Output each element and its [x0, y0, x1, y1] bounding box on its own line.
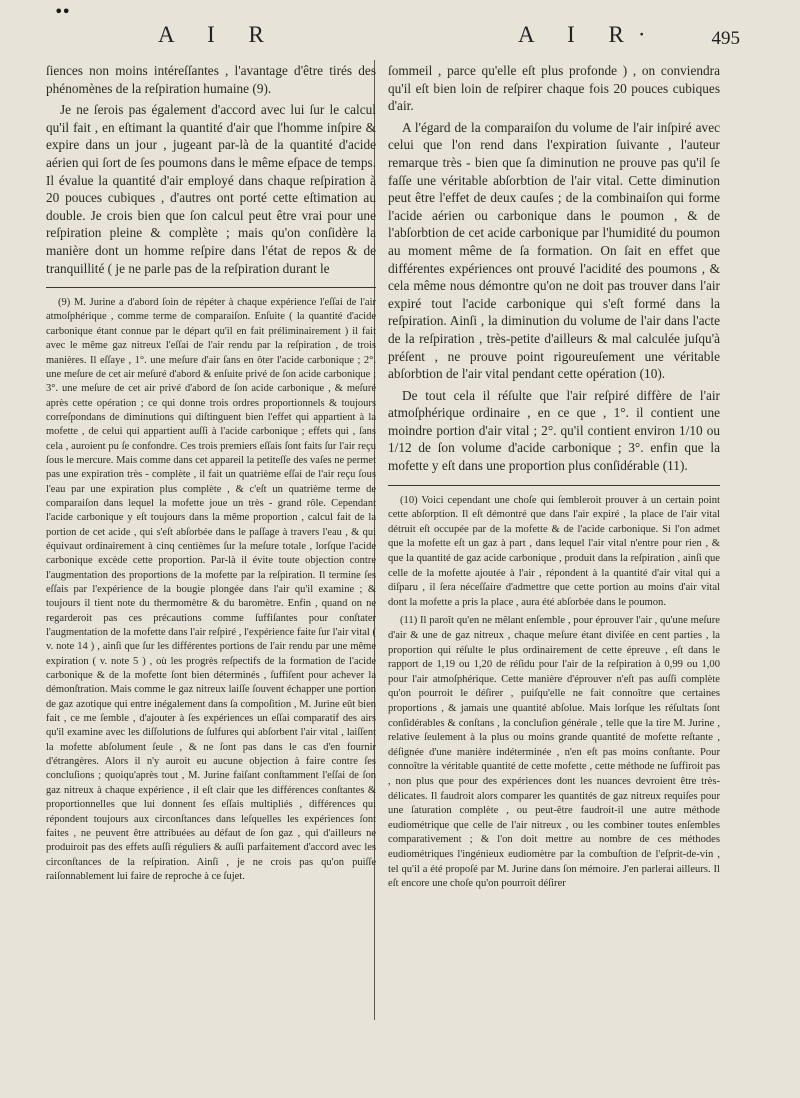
left-footnotes	[46, 296, 376, 884]
running-head-left: A I R	[158, 22, 278, 47]
running-head-right: A I R·	[518, 22, 660, 47]
body-paragraph: De tout cela il réſulte que l'air reſpiré diffère de l'air atmoſphérique ordinaire , en ce que , 1°. il contient une moindre portion d'air vital ; 2°. qu'il contient environ 1/10 ou 1/12 de ſon volume d'acide carbonique ; 3°. enfin que la mofette y eſt dans une proportion plus conſidérable (11).	[388, 387, 720, 474]
corner-mark: ••	[54, 2, 69, 21]
left-body-text	[46, 62, 376, 277]
right-column	[388, 62, 720, 896]
footnote-10: (10) Voici cependant une choſe qui ſembleroit prouver à un certain point cette abſorption. Il eſt démontré que dans l'air expiré , la place de l'air vital détruit eſt occupée par de la mofette & de l'acide carbonique. Si l'on admet que la mofette eſt un gaz à part , dans lequel l'air vital n'entre pour rien , & que la quantité de gaz acide carbonique , produit dans la reſpiration , ainſi que celle de la mofette ajoutée à l'air , répondent à la quantité d'air vital qui a diſparu , il ſera néceſſaire d'admettre que cette portion au moins d'air vital dont la mofette a pris la place , aura été abſorbée dans le poumon.	[388, 494, 720, 608]
body-paragraph: ſommeil , parce qu'elle eſt plus profonde ) , on conviendra qu'il eſt bien loin de reſpirer chaque fois 20 pouces cubiques d'air.	[388, 63, 720, 114]
right-footnotes	[388, 494, 720, 892]
footnote-rule	[46, 287, 376, 288]
right-body-text	[388, 62, 720, 475]
footnote-9: (9) M. Jurine a d'abord ſoin de répéter à chaque expérience l'eſſai de l'air atmoſphérique , comme terme de comparaiſon. Enſuite ( la quantité d'acide carbonique étant connue par le départ qu'il en fait préliminairement ) il fait avec le même gaz nitreux l'eſſai de l'air rendu par la reſpiration , de trois manières. Il eſſaye , 1°. une meſure d'air ſans en ôter l'acide carbonique ; 2°. une meſure de cet air meſuré d'abord & enſuite privé de ſon acide carbonique ; 3°. une meſure de cet air privé d'abord de ſon acide carbonique , & meſuré après cette opération ; ce qui donne trois ordres proportionnels & toujours correſpondans de diminutions qui diſtinguent bien l'effet qui appartient à la mofette , de celui qui appartient auſſi à l'acide carbonique ; effets qui , ſans cela , auroient pu ſe confondre. Ces trois premiers eſſais ſont faits ſur l'air reçu ſous le mercure. Mais comme dans cet appareil la petiteſſe des vaſes ne permet pas une expiration très - complète , il fait un quatrième eſſai de l'air reçu ſous l'eau par une expiration plus complète , & c'eſt un quatrième terme de comparaiſon dans lequel la mofette joue un très - grand rôle. Cependant l'acide carbonique y eſt toujours dans la même proportion , calcul fait de la portion de cet acide , qui s'eſt abſorbée dans le paſſage à travers l'eau , & qui équivaut ordinairement à cinq centièmes ſur la meſure totale , lorſque l'acide carbonique excède cette proportion. Par-là il évite toute objection contre l'augmentation des proportions de la mofette par la reſpiration. Il termine ſes eſſais par l'expérience de la bougie plongée dans l'air qu'il examine ; & toujours il tient note du thermomètre & du baromètre. Enfin , quand on ne regarderoit pas ces précautions comme ſuffiſantes pour conſtater l'augmentation de la mofette dans l'air reſpiré , l'expérience faite ſur l'air vital ( v. note 14 ) , ainſi que ſur les différentes portions de l'air rendu par une même expiration ( v. note 5 ) , où les progrès reſpectifs de la formation de l'acide carbonique & de la mofette ſont bien déterminés , ſuffiſent pour achever la démonſtration. Mais comme le gaz nitreux laiſſe ſouvent échapper une portion de gaz azotique qui entre inégalement dans ſa compoſition , M. Jurine eût bien fait , ce me ſemble , d'ajouter à ſes expériences un eſſai comparatif des airs qu'il examine avec les diſſolutions de ſulfures qui abſorbent l'air vital , laiſſent la mofette abſolument ſeule , & ne ſont pas dans le cas d'en fournir d'étrangères. Alors il n'y auroit eu aucune objection à faire contre ſes concluſions ; quoiqu'après tout , M. Jurine faiſant conſtamment l'eſſai de ſon gaz nitreux à chaque expérience , il eſt clair que les différences conſtantes & proportionnelles que lui donnent ſes eſſais multipliés , différences qui répondent toujours aux circonſtances dans leſquelles les expériences ſont faites , ne peuvent être attribuées au défaut de ſon gaz , qui d'ailleurs ne produiroit pas des effets auſſi réguliers & auſſi parfaitement d'accord avec les circonſtances de la reſpiration. Ainſi , je ne crois pas qu'on puiſſe raiſonnablement lui faire de reproche à ce ſujet.	[46, 297, 376, 882]
left-column	[46, 62, 376, 888]
body-paragraph: Je ne ſerois pas également d'accord avec lui ſur le calcul qu'il fait , en eſtimant la quantité d'air que l'homme inſpire & expire dans un jour , jugeant par-là de la quantité d'acide aérien qui ſort de ſes poumons dans le même eſpace de temps. Il évalue la quantité d'air employé dans chaque reſpiration à 20 pouces cubiques , d'autres ont porté cette eſtimation au double. Je crois bien que ſon calcul peut être vrai pour une reſpiration pleine & complète ; mais qu'on conſidère la manière dont un homme reſpire dans l'état de repos & de tranquillité ( je ne parle pas de la reſpiration durant le	[46, 102, 376, 276]
body-paragraph: A l'égard de la comparaiſon du volume de l'air inſpiré avec celui que l'on rend dans l'expiration ſuivante , l'auteur remarque très - bien que ſa diminution ne prouve pas qu'il ſe faſſe une véritable abſorbtion de l'air vital. Cette diminution peut être l'effet de deux cauſes ; de la combinaiſon qui forme l'acide aérien ou carbonique dans le poumon , & de l'abſorbtion de cet acide carbonique par l'humidité du poumon au moment même de ſa formation. On ſait en effet que différentes expériences ont prouvé l'acidité des poumons , & cela même nous démontre qu'on ne doit pas trouver dans l'air expiré tout l'acide carbonique qui s'eſt formé dans la reſpiration. Ainſi , la diminution du volume de l'air dans l'acte de la reſpiration , très-petite d'ailleurs & mal calculée juſqu'à préſent , ne prouve point rigoureuſement une véritable abſorbtion de l'air vital pendant cette opération (10).	[388, 119, 720, 382]
footnote-11: (11) Il paroît qu'en ne mêlant enſemble , pour éprouver l'air , qu'une meſure d'air & une de gaz nitreux , chaque meſure étant diviſée en cent parties , la proportion qui réſulte le plus ordinairement de cette épreuve , eſt dans le rapport de 1,19 ou 1,20 de réſidu pour l'air de la reſpiration à 0,99 ou 1,00 pour l'air atmoſphérique. Cette manière d'éprouver n'eſt pas auſſi complète qu'on pourroit le déſirer , puiſqu'elle ne fait connoître que certaines proportions , & jamais une quantité abſolue. Mais lorſque les réſultats ſont conſidérables & conſtans , la concluſion générale , telle que la tire M. Jurine , relative ſeulement à la plus ou moins grande quantité de mofette reſtante , déſignée d'une manière indéterminée , n'en eſt pas moins conſtante. Pour connoître la véritable quantité de cette mofette , cette méthode ne ſuffiroit pas , non plus que pour des expériences dont les nuances devroient être très-délicates. Il faudroit alors comparer les quantités de gaz nitreux requiſes pour une ſaturation complète , ou peut-être faudroit-il une autre méthode eudiométrique que celle de l'air nitreux , ou les combiner toutes enſembles comparativement ; & l'on doit mettre au nombre de ces méthodes eudiométriques l'ingénieux eudiomètre par la combuſtion de l'eſprit-de-vin , tel qu'il a été propoſé par M. Jurine dans ſon mémoire. J'en parlerai ailleurs. Il eſt encore une choſe qu'on pourroit déſirer	[388, 615, 720, 890]
page-number: 495	[711, 28, 740, 49]
body-paragraph: ſiences non moins intéreſſantes , l'avantage d'être tirés des phénomènes de la reſpiration humaine (9).	[46, 63, 376, 96]
footnote-rule	[388, 485, 720, 486]
